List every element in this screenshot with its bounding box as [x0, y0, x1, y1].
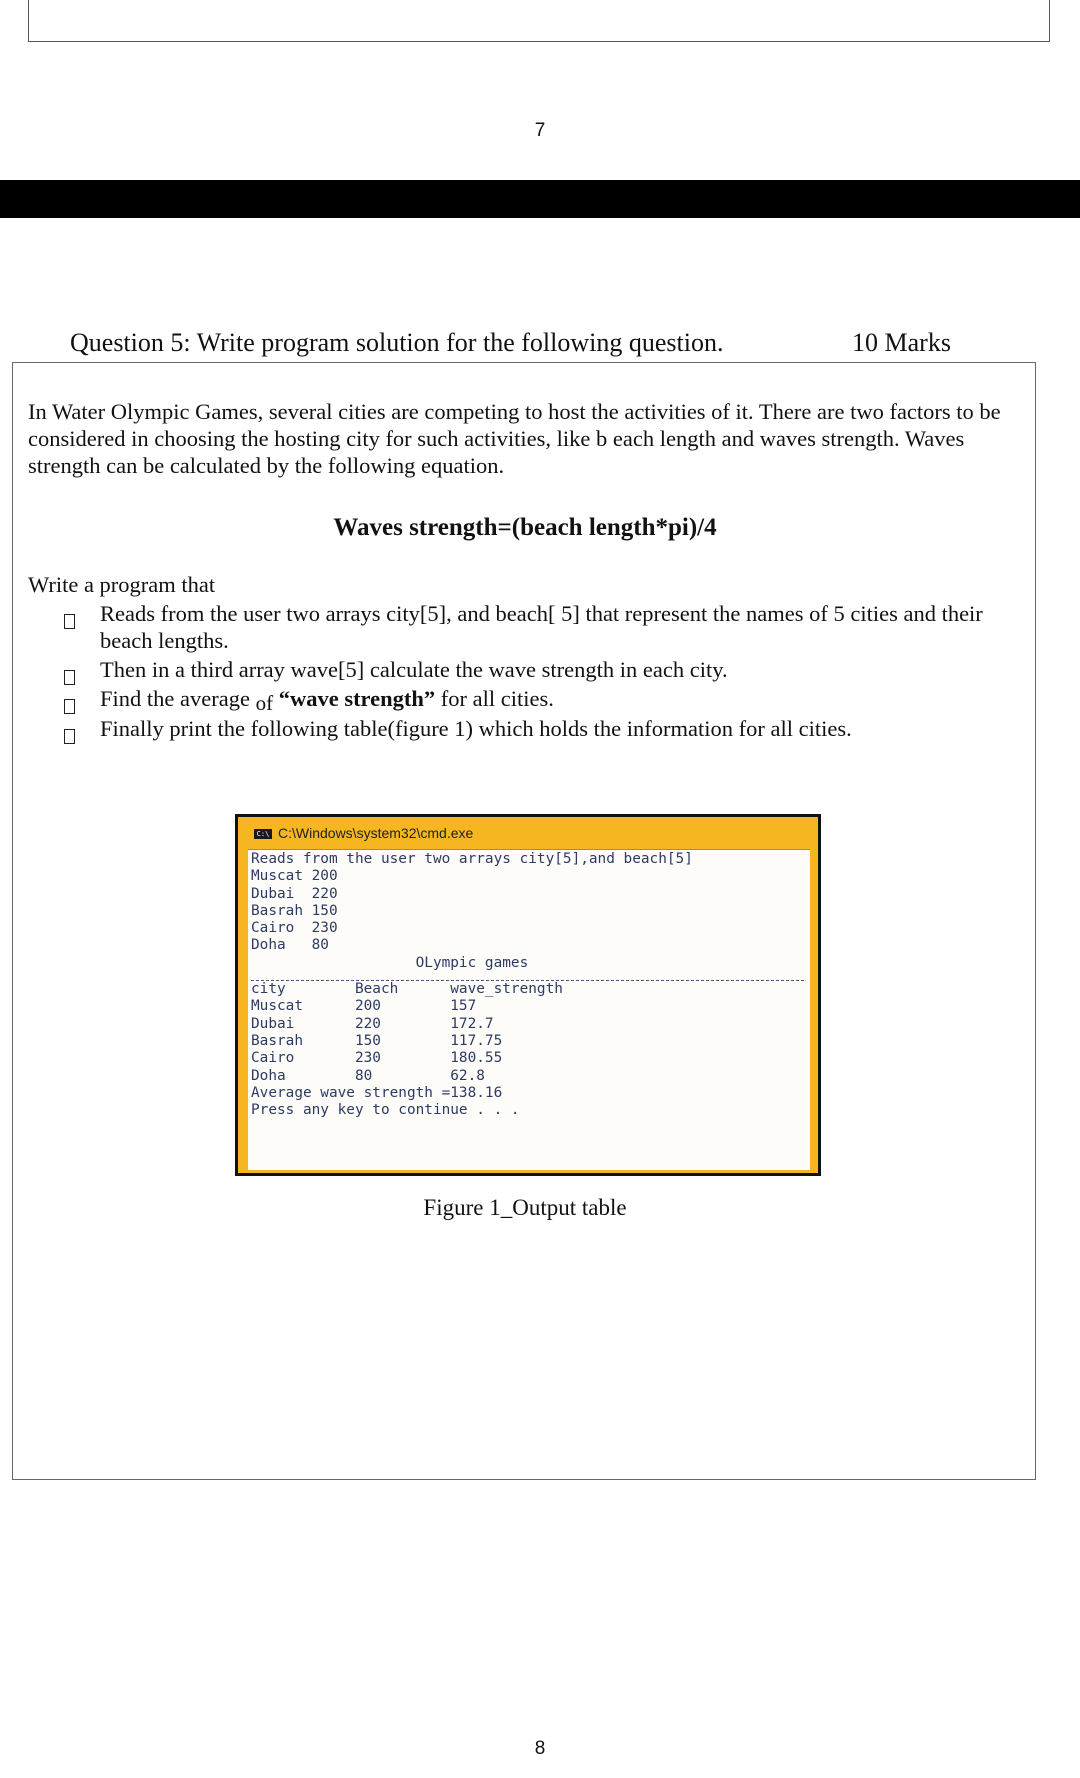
- table-header-line: city Beach wave_strength: [251, 981, 563, 998]
- table-row: Dubai 220 172.7: [251, 1015, 494, 1032]
- console-line: Reads from the user two arrays city[5],and beach[5]: [251, 851, 693, 867]
- list-item: [62, 715, 1022, 742]
- table-row: Cairo 230 180.55: [251, 1050, 503, 1067]
- figure-caption: Figure 1_Output table: [423, 1195, 627, 1220]
- task-text: Reads from the user two arrays city[5], and beach[ 5] that represent the names of 5 cities and their beach lengths.: [100, 601, 983, 653]
- continue-prompt: Press any key to continue . . .: [251, 1102, 520, 1119]
- console-line: Cairo 230: [251, 920, 338, 937]
- question-heading: Question 5: Write program solution for the following question.: [70, 328, 724, 357]
- page-number-bottom: 8: [534, 1738, 546, 1759]
- question-intro: In Water Olympic Games, several cities are competing to host the activities of it. There are two factors to be considered in choosing the hosting city for such activities, like b each length and waves strength. Waves strength can be calculated by the following equation.: [28, 399, 1001, 478]
- question-marks: 10 Marks: [852, 328, 951, 357]
- console-line: Dubai 220: [251, 885, 338, 902]
- list-item: [62, 685, 1022, 713]
- page-divider-band: [0, 180, 1080, 218]
- checkbox-bullet-icon: [64, 614, 75, 629]
- page-number-top: 7: [534, 120, 546, 141]
- console-report-title: OLympic games: [251, 954, 529, 971]
- table-row: Doha 80 62.8: [251, 1067, 485, 1084]
- task-text-bold: “wave strength”: [278, 686, 436, 711]
- cmd-window-title: C:\Windows\system32\cmd.exe: [278, 825, 474, 841]
- top-page-frame: [28, 0, 1050, 42]
- tasks-lead: Write a program that: [28, 572, 216, 597]
- cmd-icon: C:\: [254, 829, 272, 839]
- task-text: Finally print the following table(figure 1) which holds the information for all cities.: [100, 716, 852, 741]
- checkbox-bullet-icon: [64, 670, 75, 685]
- checkbox-bullet-icon: [64, 729, 75, 744]
- console-output: [248, 850, 810, 1119]
- console-line: Basrah 150: [251, 902, 338, 919]
- console-line: Muscat 200: [251, 868, 338, 885]
- task-text-end: for all cities.: [435, 686, 554, 711]
- list-item: [62, 600, 1022, 654]
- task-text: Then in a third array wave[5] calculate the wave strength in each city.: [100, 657, 728, 682]
- console-separator: [251, 972, 804, 981]
- table-row: Basrah 150 117.75: [251, 1032, 503, 1049]
- console-line: Doha 80: [251, 937, 329, 954]
- cmd-title-bar: [244, 817, 814, 849]
- checkbox-bullet-icon: [64, 699, 75, 714]
- wave-strength-equation: Waves strength=(beach length*pi)/4: [333, 514, 717, 541]
- cmd-screen: [248, 849, 810, 1170]
- task-text-start: Find the average: [100, 686, 256, 711]
- task-list: [62, 600, 1022, 744]
- table-row: Muscat 200 157: [251, 998, 477, 1015]
- list-item: [62, 656, 1022, 683]
- cmd-window: [235, 814, 821, 1176]
- average-line: Average wave strength =138.16: [251, 1084, 503, 1101]
- task-text-of: of: [255, 691, 274, 715]
